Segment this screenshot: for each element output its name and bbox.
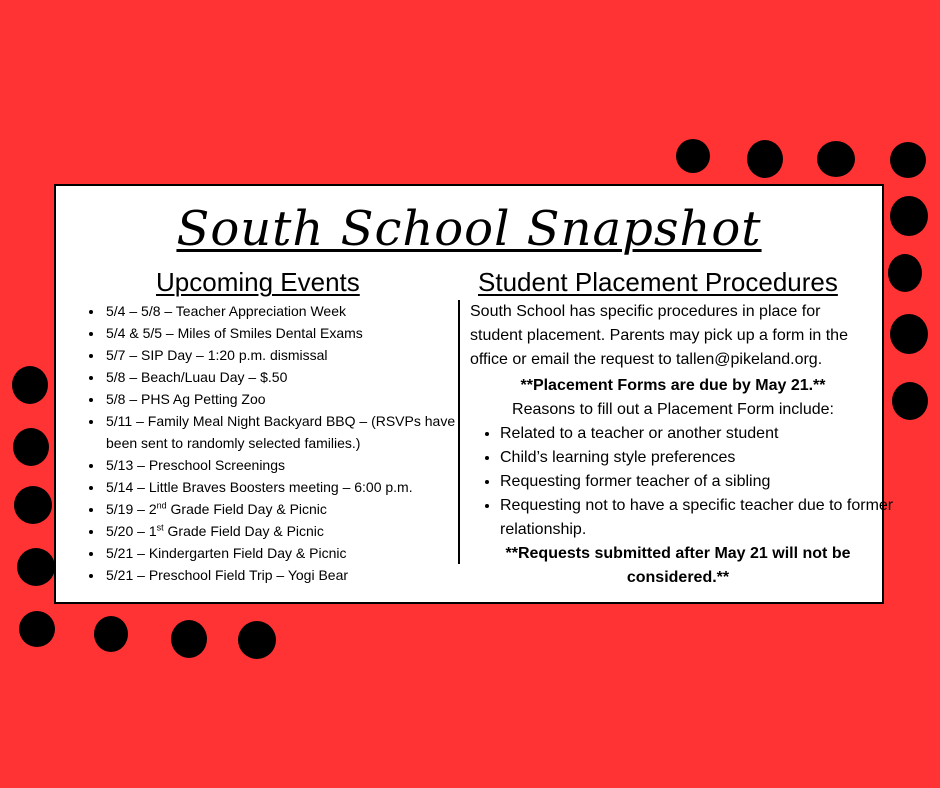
placement-due-notice: **Placement Forms are due by May 21.** [520,377,826,394]
decorative-dot [817,141,855,177]
decorative-dot [94,616,128,652]
event-date-text: 5/19 – 2 [106,501,157,517]
list-item: • 5/8 – Beach/Luau Day – $.50 [104,366,480,388]
event-text: Grade Field Day & Picnic [166,501,327,517]
placement-intro: South School has specific procedures in place for student placement. Parents may pick up a form in the office or email the request to tallen@pikeland.org. [470,303,848,368]
list-item: • 5/21 – Kindergarten Field Day & Picnic [104,542,480,564]
decorative-dot [13,428,49,466]
list-item: • 5/14 – Little Braves Boosters meeting – 6:00 p.m. [104,476,480,498]
decorative-dot [14,486,52,524]
ordinal-suffix: nd [156,500,167,511]
column-divider [458,300,460,564]
list-item: • Child’s learning style preferences [500,446,900,470]
late-request-notice: **Requests submitted after May 21 will not be considered.** [505,545,851,586]
decorative-dot [676,139,710,173]
list-item: • Requesting not to have a specific teacher due to former relationship. [500,494,900,542]
list-item [104,520,480,542]
list-item: • 5/21 – Preschool Field Trip – Yogi Bear [104,564,480,586]
snapshot-card [54,184,894,604]
upcoming-events-heading: Upcoming Events [156,267,360,297]
decorative-dot [171,620,207,658]
decorative-dot [888,254,922,292]
page-title: South School Snapshot [176,201,762,257]
reasons-intro: Reasons to fill out a Placement Form include: [512,401,834,418]
ordinal-suffix: st [156,522,164,533]
decorative-dot [12,366,48,404]
list-item: • 5/4 – 5/8 – Teacher Appreciation Week [104,300,480,322]
list-item: • 5/13 – Preschool Screenings [104,454,480,476]
event-text: Grade Field Day & Picnic [163,523,324,539]
decorative-dot [890,142,926,178]
decorative-dot [747,140,783,178]
events-list [82,300,480,586]
placement-heading: Student Placement Procedures [478,267,838,297]
list-item: • Related to a teacher or another student [500,422,900,446]
decorative-dot [890,314,928,354]
decorative-dot [238,621,276,659]
list-item: • Requesting former teacher of a sibling [500,470,900,494]
list-item [104,498,480,520]
event-date-text: 5/20 – 1 [106,523,157,539]
decorative-dot [17,548,55,586]
list-item: • 5/11 – Family Meal Night Backyard BBQ – (RSVPs have been sent to randomly selected families.) [104,410,480,454]
reasons-list [476,422,900,542]
list-item: • 5/4 & 5/5 – Miles of Smiles Dental Exams [104,322,480,344]
decorative-dot [890,196,928,236]
decorative-dot [892,382,928,420]
list-item: • 5/8 – PHS Ag Petting Zoo [104,388,480,410]
list-item: • 5/7 – SIP Day – 1:20 p.m. dismissal [104,344,480,366]
decorative-dot [19,611,55,647]
